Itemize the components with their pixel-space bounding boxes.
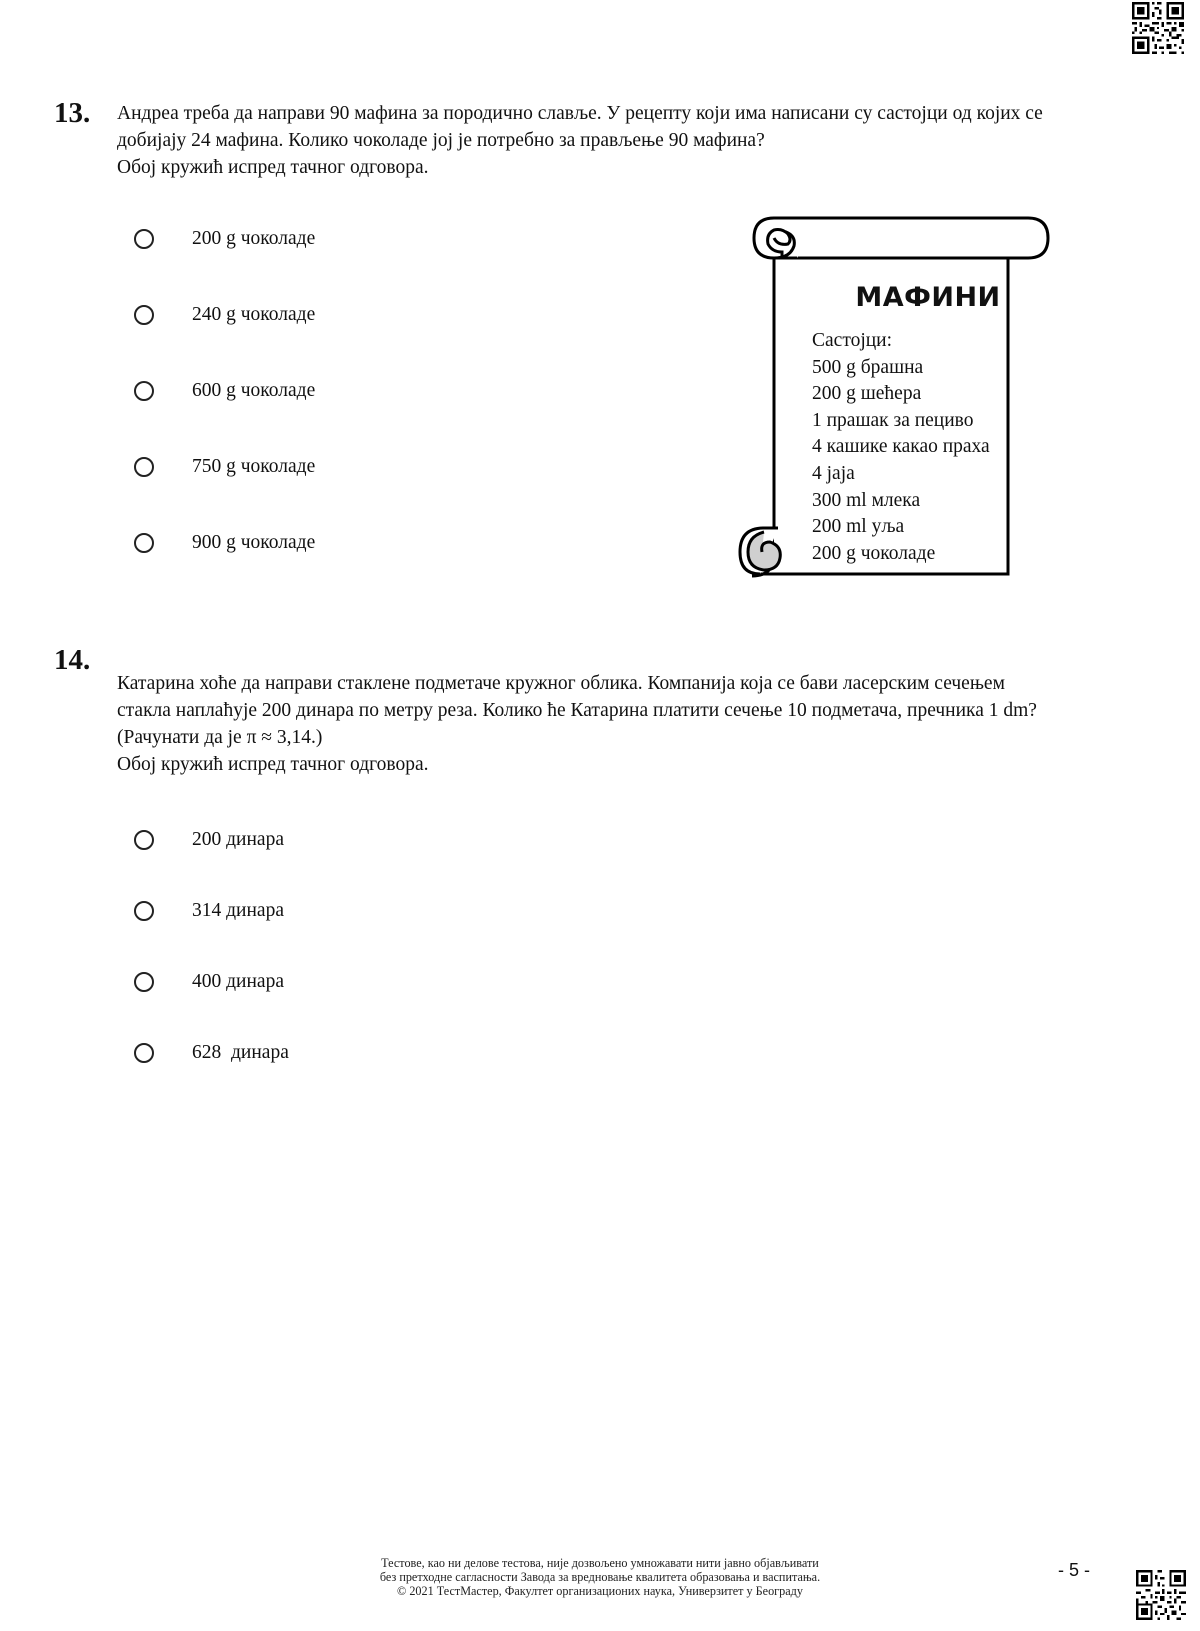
q13-option-e[interactable] (134, 528, 315, 558)
ingredient-item: 200 ml уља (812, 516, 905, 538)
q13-option-d[interactable] (134, 452, 315, 482)
question-14-line: Катарина хоће да направи стаклене подметаче кружног облика. Компанија која се бави ласерским сечењем (117, 673, 1005, 694)
radio-circle[interactable] (134, 972, 154, 992)
ingredient-item: 300 ml млека (812, 489, 921, 511)
radio-circle[interactable] (134, 533, 154, 553)
question-13-number: 13. (54, 97, 91, 129)
ingredient-item: 4 јаја (812, 462, 855, 484)
question-13-line: добијају 24 мафина. Колико чоколаде јој је потребно за прављење 90 мафина? (117, 130, 765, 151)
copyright-footer (300, 1556, 900, 1598)
q14-option-d[interactable] (134, 1038, 289, 1068)
q14-option-a[interactable] (134, 825, 284, 855)
radio-circle[interactable] (134, 457, 154, 477)
option-label: 200 динара (192, 829, 284, 850)
ingredient-item: 4 кашике какао праха (812, 436, 990, 458)
option-label: 314 динара (192, 900, 284, 921)
footer-line: © 2021 ТестМастер, Факултет организационих наука, Универзитет у Београду (397, 1584, 803, 1598)
question-14-line: (Рачунати да је π ≈ 3,14.) (117, 727, 323, 748)
question-13-line: Андреа треба да направи 90 мафина за породично славље. У рецепту који има написани су састојци од којих се (117, 103, 1043, 124)
recipe-title: МАФИНИ (855, 282, 1001, 313)
radio-circle[interactable] (134, 830, 154, 850)
recipe-ingredients (812, 328, 990, 567)
question-14-line: стакла наплаћује 200 динара по метру реза. Колико ће Катарина платити сечење 10 подметача, пречника 1 dm? (117, 700, 1037, 721)
q14-option-c[interactable] (134, 967, 284, 997)
q13-option-a[interactable] (134, 224, 315, 254)
ingredient-item: 1 прашак за пециво (812, 409, 974, 431)
option-label: 628 динара (192, 1042, 289, 1063)
q13-option-b[interactable] (134, 300, 315, 330)
recipe-scroll (738, 216, 1088, 598)
q14-option-b[interactable] (134, 896, 284, 926)
qr-code-bottom (1136, 1570, 1186, 1620)
radio-circle[interactable] (134, 901, 154, 921)
qr-code-top (1132, 2, 1184, 54)
ingredient-item: 200 g чоколаде (812, 542, 936, 564)
q13-option-c[interactable] (134, 376, 315, 406)
option-label: 240 g чоколаде (192, 304, 316, 325)
option-label: 200 g чоколаде (192, 228, 316, 249)
question-14-instruction: Обој кружић испред тачног одговора. (117, 754, 429, 775)
radio-circle[interactable] (134, 1043, 154, 1063)
option-label: 900 g чоколаде (192, 532, 316, 553)
footer-line: Тестове, као ни делове тестова, није дозвољено умножавати нити јавно објављивати (381, 1556, 819, 1570)
option-label: 750 g чоколаде (192, 456, 316, 477)
option-label: 600 g чоколаде (192, 380, 316, 401)
page-number: - 5 - (1058, 1560, 1091, 1580)
question-13-instruction: Обој кружић испред тачног одговора. (117, 157, 429, 178)
recipe-heading: Састојци: (812, 330, 893, 351)
footer-line: без претходне сагласности Завода за вредновање квалитета образовања и васпитања. (379, 1570, 821, 1584)
question-13-text (117, 100, 1177, 181)
ingredient-item: 200 g шећера (812, 383, 922, 405)
ingredient-item: 500 g брашна (812, 356, 924, 378)
radio-circle[interactable] (134, 229, 154, 249)
question-14-number: 14. (54, 644, 91, 676)
radio-circle[interactable] (134, 305, 154, 325)
question-14-text (117, 670, 1177, 778)
option-label: 400 динара (192, 971, 284, 992)
radio-circle[interactable] (134, 381, 154, 401)
